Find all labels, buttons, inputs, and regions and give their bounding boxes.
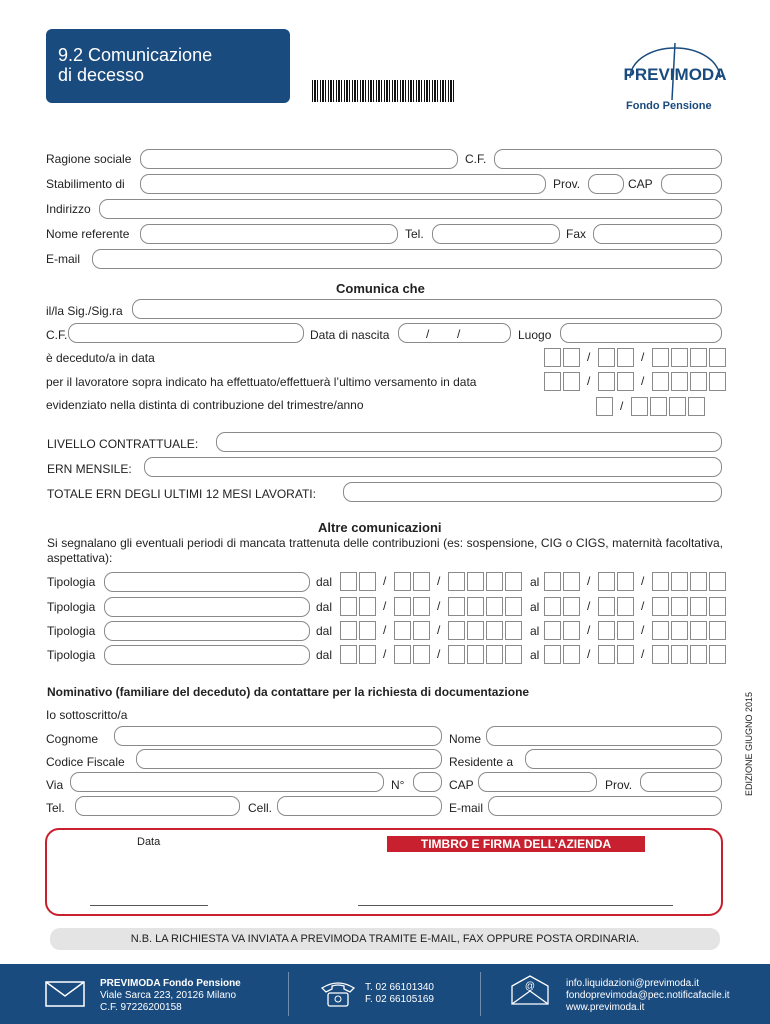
residente-label: Residente a (449, 755, 514, 769)
date-digit-box[interactable] (690, 597, 707, 616)
date-separator: / (587, 374, 591, 388)
nominativo-heading: Nominativo (familiare del deceduto) da contattare per la richiesta di documentazione (47, 685, 530, 699)
logo-text: PREVIMODA (623, 65, 727, 84)
company-fax-label: Fax (566, 227, 587, 241)
date-digit-box[interactable] (709, 572, 726, 591)
deceduto-label: è deceduto/a in data (46, 351, 155, 365)
date-digit-box[interactable] (359, 621, 376, 640)
date-digit-box[interactable] (359, 597, 376, 616)
dal-label: dal (316, 575, 333, 589)
footer-website[interactable]: www.previmoda.it (566, 1002, 645, 1013)
company-prov-label: Prov. (553, 177, 581, 191)
date-digit-box[interactable] (709, 621, 726, 640)
tipologia-label: Tipologia (47, 575, 96, 589)
date-digit-box[interactable] (505, 621, 522, 640)
data-nascita-label: Data di nascita (310, 328, 390, 342)
stamp-label: TIMBRO E FIRMA DELL’AZIENDA (387, 836, 645, 852)
totale-ern-field[interactable] (343, 482, 722, 502)
date-digit-box[interactable] (359, 572, 376, 591)
tipologia-field[interactable] (104, 572, 310, 592)
date-digit-box[interactable] (467, 597, 484, 616)
date-digit-box[interactable] (448, 597, 465, 616)
date-digit-box[interactable] (617, 645, 634, 664)
tipologia-field[interactable] (104, 645, 310, 665)
date-digit-box[interactable] (505, 645, 522, 664)
date-digit-box[interactable] (669, 397, 686, 416)
date-digit-box[interactable] (563, 645, 580, 664)
date-separator: / (437, 623, 441, 637)
date-digit-box[interactable] (617, 572, 634, 591)
date-separator: / (620, 399, 624, 413)
date-digit-box[interactable] (563, 348, 580, 367)
date-digit-box[interactable] (486, 597, 503, 616)
ragione-sociale-label: Ragione sociale (46, 152, 132, 166)
footer-divider (480, 972, 481, 1016)
date-digit-box[interactable] (448, 621, 465, 640)
date-digit-box[interactable] (671, 645, 688, 664)
cell-label: Cell. (248, 801, 273, 815)
date-digit-box[interactable] (617, 348, 634, 367)
date-separator: / (641, 350, 645, 364)
email-icon (510, 974, 550, 1006)
contact-prov-label: Prov. (605, 778, 633, 792)
contact-cap-label: CAP (449, 778, 474, 792)
dal-label: dal (316, 648, 333, 662)
tipologia-label: Tipologia (47, 648, 96, 662)
company-tel-label: Tel. (405, 227, 424, 241)
tipologia-field[interactable] (104, 621, 310, 641)
codice-fiscale-label: Codice Fiscale (46, 755, 125, 769)
date-digit-box[interactable] (340, 645, 357, 664)
date-separator: / (437, 599, 441, 613)
date-digit-box[interactable] (631, 397, 648, 416)
company-cap-label: CAP (628, 177, 653, 191)
date-digit-box[interactable] (486, 572, 503, 591)
date-digit-box[interactable] (709, 645, 726, 664)
data-signature-label: Data (137, 836, 161, 848)
date-digit-box[interactable] (486, 645, 503, 664)
livello-label: LIVELLO CONTRATTUALE: (47, 437, 199, 451)
date-digit-box[interactable] (709, 597, 726, 616)
date-digit-box[interactable] (413, 597, 430, 616)
date-separator: / (587, 574, 591, 588)
comunica-heading: Comunica che (336, 281, 425, 296)
date-separator: / (641, 374, 645, 388)
nome-label: Nome (449, 732, 482, 746)
data-nascita-field[interactable] (398, 323, 511, 343)
date-digit-box[interactable] (690, 372, 707, 391)
date-digit-box[interactable] (690, 645, 707, 664)
date-digit-box[interactable] (413, 572, 430, 591)
date-digit-box[interactable] (652, 597, 669, 616)
tipologia-label: Tipologia (47, 600, 96, 614)
via-label: Via (46, 778, 64, 792)
date-separator: / (383, 599, 387, 613)
date-digit-box[interactable] (413, 621, 430, 640)
date-digit-box[interactable] (394, 645, 411, 664)
worker-cf-label: C.F. (46, 328, 68, 342)
footer-fax: F. 02 66105169 (365, 994, 434, 1005)
sig-label: il/la Sig./Sig.ra (46, 304, 123, 318)
date-digit-box[interactable] (505, 572, 522, 591)
date-separator: / (587, 647, 591, 661)
date-digit-box[interactable] (505, 597, 522, 616)
date-digit-box[interactable] (709, 348, 726, 367)
al-label: al (530, 648, 540, 662)
document-title-block (46, 29, 290, 103)
sig-field[interactable] (132, 299, 722, 319)
date-digit-box[interactable] (596, 397, 613, 416)
cognome-field[interactable] (114, 726, 442, 746)
numero-label: N° (391, 778, 405, 792)
footer-tel: T. 02 66101340 (365, 982, 434, 993)
date-digit-box[interactable] (652, 645, 669, 664)
stabilimento-label: Stabilimento di (46, 177, 125, 191)
date-digit-box[interactable] (598, 645, 615, 664)
date-digit-box[interactable] (394, 572, 411, 591)
company-prov-field[interactable] (588, 174, 624, 194)
date-digit-box[interactable] (688, 397, 705, 416)
nome-referente-field[interactable] (140, 224, 398, 244)
date-digit-box[interactable] (650, 397, 667, 416)
via-field[interactable] (70, 772, 384, 792)
ern-label: ERN MENSILE: (47, 462, 132, 476)
date-separator: / (587, 623, 591, 637)
contact-cap-field[interactable] (478, 772, 597, 792)
footer-address: Viale Sarca 223, 20126 Milano (100, 990, 237, 1001)
date-separator: / (383, 574, 387, 588)
date-digit-box[interactable] (544, 597, 561, 616)
date-digit-box[interactable] (671, 372, 688, 391)
date-digit-box[interactable] (340, 597, 357, 616)
livello-field[interactable] (216, 432, 722, 452)
date-digit-box[interactable] (617, 621, 634, 640)
distinta-label: evidenziato nella distinta di contribuzione del trimestre/anno (46, 398, 364, 412)
altre-description: Si segnalano gli eventuali periodi di mancata trattenuta delle contribuzioni (es: sospensione, CIG o CIGS, maternità facoltativa, aspettativa): (47, 536, 723, 565)
company-cf-field[interactable] (494, 149, 722, 169)
sottoscritto-label: Io sottoscritto/a (46, 708, 128, 722)
ragione-sociale-field[interactable] (140, 149, 458, 169)
contact-email-label: E-mail (449, 801, 484, 815)
date-signature-line[interactable] (90, 905, 208, 906)
date-digit-box[interactable] (617, 597, 634, 616)
date-digit-box[interactable] (709, 372, 726, 391)
date-separator: / (587, 350, 591, 364)
footer-name: PREVIMODA Fondo Pensione (100, 978, 241, 989)
date-digit-box[interactable] (598, 372, 615, 391)
al-label: al (530, 600, 540, 614)
nome-field[interactable] (486, 726, 722, 746)
telephone-icon (320, 978, 356, 1008)
date-digit-box[interactable] (448, 645, 465, 664)
date-digit-box[interactable] (598, 348, 615, 367)
date-digit-box[interactable] (486, 621, 503, 640)
footer-email-liquidazioni[interactable]: info.liquidazioni@previmoda.it (566, 978, 699, 989)
edition-label: EDIZIONE GIUGNO 2015 (744, 691, 754, 796)
date-digit-box[interactable] (598, 572, 615, 591)
company-email-label: E-mail (46, 252, 81, 266)
barcode (312, 80, 454, 102)
date-digit-box[interactable] (598, 621, 615, 640)
contact-tel-label: Tel. (46, 801, 65, 815)
luogo-field[interactable] (560, 323, 722, 343)
luogo-label: Luogo (518, 328, 552, 342)
date-separator: / (587, 599, 591, 613)
dal-label: dal (316, 600, 333, 614)
date-digit-box[interactable] (467, 621, 484, 640)
date-digit-box[interactable] (652, 572, 669, 591)
footer-email-pec[interactable]: fondoprevimoda@pec.notificafacile.it (566, 990, 730, 1001)
date-digit-box[interactable] (359, 645, 376, 664)
tipologia-field[interactable] (104, 597, 310, 617)
al-label: al (530, 624, 540, 638)
date-digit-box[interactable] (652, 348, 669, 367)
date-digit-box[interactable] (448, 572, 465, 591)
date-digit-box[interactable] (563, 597, 580, 616)
worker-cf-field[interactable] (68, 323, 304, 343)
date-digit-box[interactable] (671, 348, 688, 367)
date-digit-box[interactable] (671, 572, 688, 591)
contact-tel-field[interactable] (75, 796, 240, 816)
contact-prov-field[interactable] (640, 772, 722, 792)
numero-field[interactable] (413, 772, 442, 792)
date-digit-box[interactable] (467, 645, 484, 664)
date-digit-box[interactable] (563, 572, 580, 591)
date-separator: / (383, 647, 387, 661)
date-separator: / (437, 647, 441, 661)
date-separator: / (641, 647, 645, 661)
date-digit-box[interactable] (563, 621, 580, 640)
date-digit-box[interactable] (690, 348, 707, 367)
company-cf-label: C.F. (465, 152, 487, 166)
date-digit-box[interactable] (671, 597, 688, 616)
date-digit-box[interactable] (394, 597, 411, 616)
dal-label: dal (316, 624, 333, 638)
date-digit-box[interactable] (413, 645, 430, 664)
nome-referente-label: Nome referente (46, 227, 130, 241)
date-digit-box[interactable] (544, 645, 561, 664)
company-cap-field[interactable] (661, 174, 722, 194)
date-digit-box[interactable] (544, 572, 561, 591)
date-digit-box[interactable] (544, 348, 561, 367)
tipologia-label: Tipologia (47, 624, 96, 638)
envelope-icon (45, 981, 85, 1007)
submission-note: N.B. LA RICHIESTA VA INVIATA A PREVIMODA TRAMITE E-MAIL, FAX OPPURE POSTA ORDINARIA. (50, 928, 720, 950)
totale-ern-label: TOTALE ERN DEGLI ULTIMI 12 MESI LAVORATI: (47, 487, 316, 501)
stabilimento-field[interactable] (140, 174, 546, 194)
date-digit-box[interactable] (690, 572, 707, 591)
codice-fiscale-field[interactable] (136, 749, 442, 769)
contact-email-field[interactable] (488, 796, 722, 816)
date-digit-box[interactable] (652, 372, 669, 391)
date-separator: / (383, 623, 387, 637)
date-digit-box[interactable] (544, 621, 561, 640)
date-digit-box[interactable] (544, 372, 561, 391)
firm-signature-line[interactable] (358, 905, 673, 906)
date-separator: / (426, 327, 430, 341)
altre-heading: Altre comunicazioni (318, 520, 442, 535)
date-digit-box[interactable] (563, 372, 580, 391)
date-digit-box[interactable] (394, 621, 411, 640)
versamento-label: per il lavoratore sopra indicato ha effettuato/effettuerà l’ultimo versamento in data (46, 375, 477, 389)
footer (0, 964, 770, 1024)
cognome-label: Cognome (46, 732, 99, 746)
company-tel-field[interactable] (432, 224, 560, 244)
company-fax-field[interactable] (593, 224, 722, 244)
title-line-2: di decesso (58, 65, 145, 85)
date-digit-box[interactable] (671, 621, 688, 640)
date-separator: / (641, 623, 645, 637)
residente-field[interactable] (525, 749, 722, 769)
date-digit-box[interactable] (617, 372, 634, 391)
footer-cf: C.F. 97226200158 (100, 1002, 182, 1013)
date-digit-box[interactable] (598, 597, 615, 616)
date-digit-box[interactable] (340, 572, 357, 591)
date-digit-box[interactable] (652, 621, 669, 640)
logo-subtitle: Fondo Pensione (626, 100, 712, 112)
indirizzo-field[interactable] (99, 199, 722, 219)
al-label: al (530, 575, 540, 589)
svg-text:@: @ (524, 981, 536, 992)
title-line-1: 9.2 Comunicazione (58, 45, 213, 65)
date-separator: / (457, 327, 461, 341)
date-separator: / (437, 574, 441, 588)
date-digit-box[interactable] (467, 572, 484, 591)
date-separator: / (641, 599, 645, 613)
cell-field[interactable] (277, 796, 442, 816)
company-email-field[interactable] (92, 249, 722, 269)
date-digit-box[interactable] (340, 621, 357, 640)
date-digit-box[interactable] (690, 621, 707, 640)
ern-field[interactable] (144, 457, 722, 477)
date-separator: / (641, 574, 645, 588)
footer-divider (288, 972, 289, 1016)
indirizzo-label: Indirizzo (46, 202, 91, 216)
